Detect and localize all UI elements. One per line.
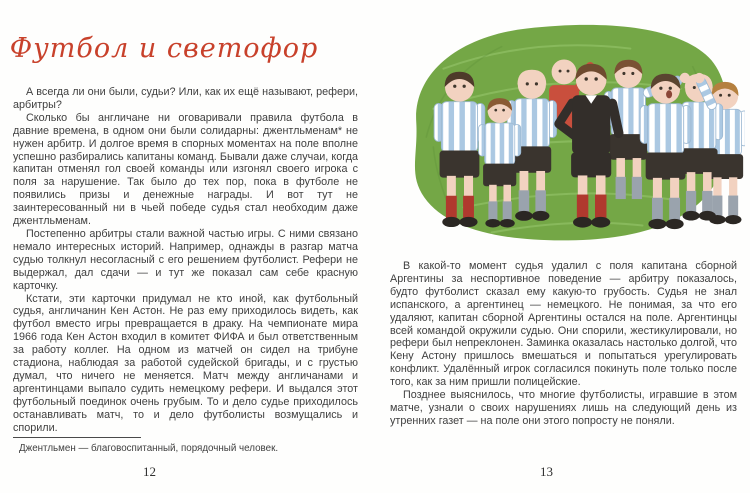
chapter-title: Футбол и светофор (9, 33, 319, 64)
paragraph: Сколько бы англичане ни оговаривали правила футбола в давние времена, в одном они были солидарны: джентльменам* не нужен арбитр. И долгое время в спорных моментах на поле вполне успешно разбирались капитаны команд. Бывали даже случаи, когда капитан отменял гол своей команды или изгонял своего игрока с поля за нарушение. Так было до тех пор, пока в футболе не появились призы и денежные награды. И вот тут не заинтересованный ни в чьей победе судья стал необходим даже джентльменам. (13, 111, 358, 228)
paragraph: А всегда ли они были, судьи? Или, как их ещё называют, рефери, арбитры? (13, 86, 358, 111)
paragraph: Позднее выяснилось, что многие футболисты, игравшие в этом матче, узнали о своих нарушениях лишь на следующий день из утренних газет — на поле они этого попросту не поняли. (390, 389, 737, 427)
footnote-text: Джентльмен — благовоспитанный, порядочный человек. (19, 443, 279, 454)
page-number-left: 12 (143, 464, 156, 479)
illustration-referee-argument (371, 6, 745, 254)
paragraph: Постепенно арбитры стали важной частью игры. С ними связано немало интересных историй. Например, однажды в разгар матча судью толкнул несогласный с его решением футболист. Рефери не выдержал, дал сдачи — и тут же показал сам себе красную карточку. (13, 227, 358, 292)
left-text-column (13, 86, 358, 436)
page-number-right: 13 (540, 464, 553, 479)
paragraph: В какой-то момент судья удалил с поля капитана сборной Аргентины за неспортивное поведение — арбитру показалось, будто футболист сказал ему какую-то грубость. Судья не знал испанского, а аргентинец — немецкого. Не понимая, за что его удаляют, капитан сборной Аргентины остался на поле. Аргентинцы всей командой окружили судью. Они спорили, жестикулировали, но рефери был непреклонен. Заминка оказалась настолько долгой, что Кену Астону пришлось вмешаться и попытаться урегулировать конфликт. Удалённый игрок согласился покинуть поле только после того, как за ним пришли полицейские. (390, 260, 737, 389)
footnote-divider (13, 437, 141, 438)
right-text-column (390, 260, 737, 465)
football-illustration (371, 6, 745, 254)
shouting-mouth (666, 90, 672, 98)
paragraph: Кстати, эти карточки придумал не кто иной, как футбольный судья, англичанин Кен Астон. Не раз ему приходилось видеть, как футбол вместо игры превращается в драку. На чемпионате мира 1966 года Кен Астон входил в комитет ФИФА и был ответственным за работу коллег. На одном из матчей он сидел на трибуне стадиона, наблюдая за работой судейской бригады, и с грустью думал, что ничего не меняется. Матч между англичанами и аргентинцами выпало судить немецкому рефери. И выдался этот футбольный поединок очень грубым. То и дело судье приходилось останавливать матч, то и дело футболисты возмущались и спорили. (13, 292, 358, 434)
